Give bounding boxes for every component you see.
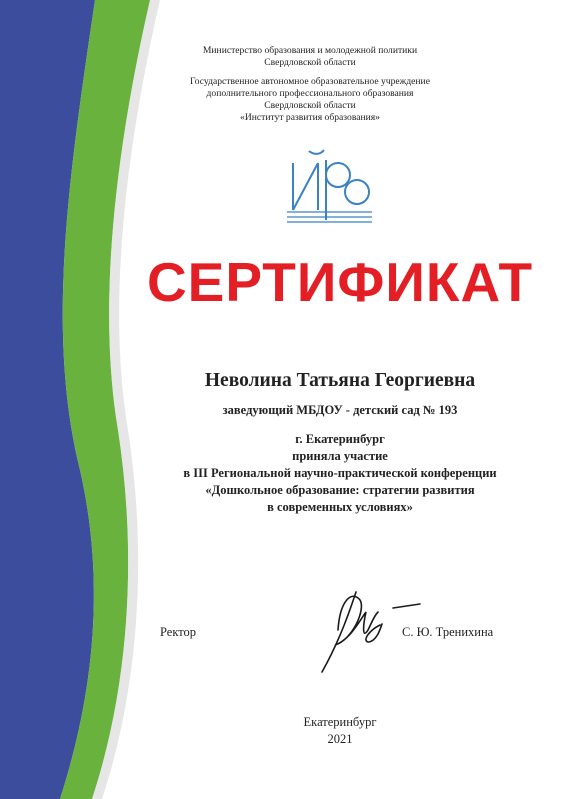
institution-line-4: «Институт развития образования» (240, 112, 380, 123)
event-line-2: «Дошкольное образование: стратегии развития (205, 483, 475, 497)
recipient-city: г. Екатеринбург (295, 432, 385, 446)
recipient-position: заведующий МБДОУ - детский сад № 193 (222, 403, 458, 417)
ministry-line-1: Министерство образования и молодежной политики (202, 45, 418, 56)
recipient-name: Неволина Татьяна Георгиевна (204, 370, 476, 391)
institution-line-1: Государственное автономное образовательное учреждение (190, 76, 430, 87)
event-line-1: в III Региональной научно-практической конференции (183, 466, 497, 480)
certificate-title: СЕРТИФИКАТ (146, 251, 534, 313)
footer-year: 2021 (327, 732, 353, 746)
institution-line-3: Свердловской области (264, 100, 356, 111)
signer-title: Ректор (160, 625, 197, 639)
signer-name: С. Ю. Тренихина (402, 625, 494, 639)
participation-text: приняла участие (292, 449, 388, 463)
footer-city: Екатеринбург (303, 715, 377, 729)
ministry-line-2: Свердловской области (264, 57, 356, 68)
institution-line-2: дополнительного профессионального образования (206, 88, 414, 99)
iro-logo (287, 150, 372, 222)
event-line-3: в современных условиях» (267, 500, 413, 514)
